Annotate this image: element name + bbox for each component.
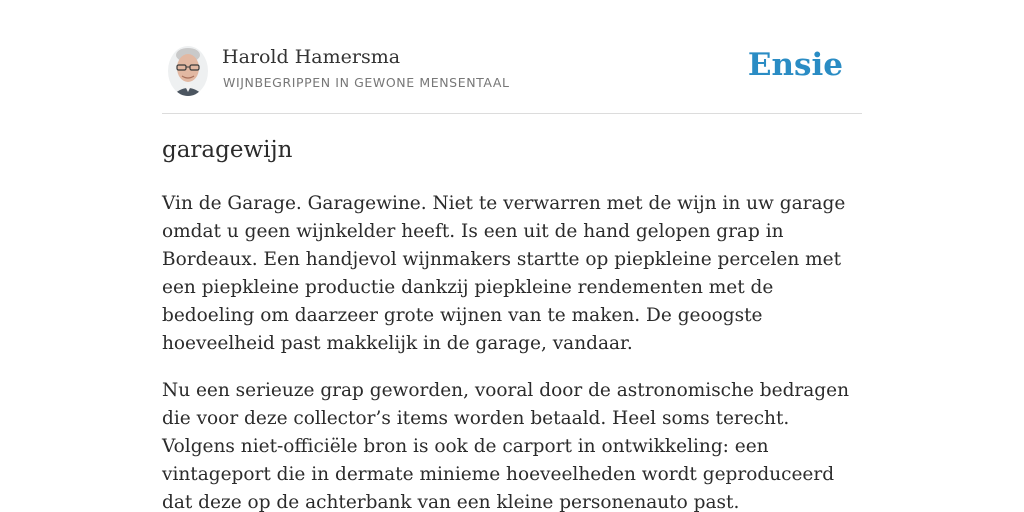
page-container bbox=[162, 0, 862, 512]
article-paragraph: Vin de Garage. Garagewine. Niet te verwarren met de wijn in uw garage omdat u geen wijnkelder heeft. Is een uit de hand gelopen grap in Bordeaux. Een handjevol wijnmakers startte op piepkleine percelen met een piepkleine productie dankzij piepkleine rendementen met de bedoeling om daarzeer grote wijnen van te maken. De geoogste hoeveelheid past makkelijk in de garage, vandaar. bbox=[162, 193, 846, 354]
author-tagline: WIJNBEGRIPPEN IN GEWONE MENSENTAAL bbox=[223, 75, 510, 90]
brand-logo-link[interactable]: Ensie bbox=[747, 47, 843, 83]
author-avatar[interactable] bbox=[168, 46, 208, 96]
avatar-portrait-icon bbox=[168, 46, 208, 96]
author-name[interactable]: Harold Hamersma bbox=[222, 46, 401, 68]
article-paragraph: Nu een serieuze grap geworden, vooral door de astronomische bedragen die voor deze collector’s items worden betaald. Heel soms terecht. Volgens niet-officiële bron is ook de carport in ontwikkeling: een vintageport die in dermate minieme hoeveelheden wordt geproduceerd dat deze op de achterbank van een kleine personenauto past. bbox=[162, 380, 850, 512]
page-header bbox=[162, 0, 862, 114]
article-body bbox=[162, 190, 862, 512]
article-title: garagewijn bbox=[162, 137, 293, 163]
